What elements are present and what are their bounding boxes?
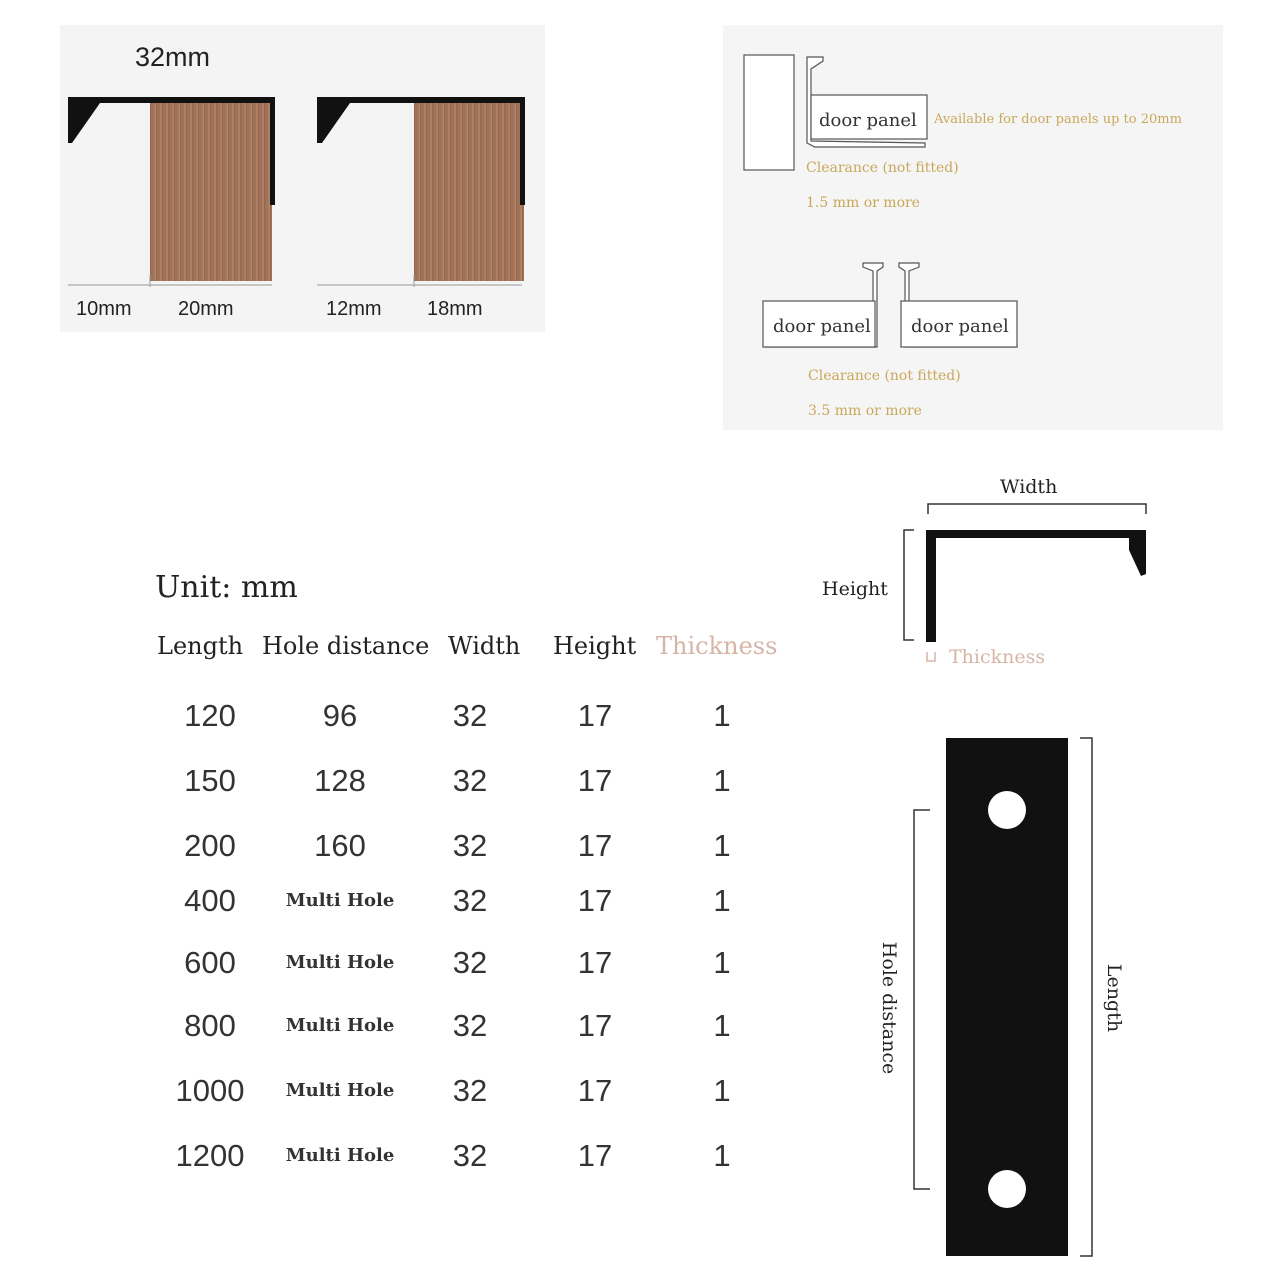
- double-panel-right-label: door panel: [911, 316, 1009, 337]
- length-bracket: [1080, 738, 1092, 1256]
- cell-length: 600: [184, 945, 236, 980]
- profile-size-title: 32mm: [135, 42, 211, 72]
- cell-hole-distance: 128: [314, 763, 366, 798]
- cell-length: 400: [184, 883, 236, 918]
- right-gap-label: 12mm: [326, 298, 382, 320]
- cell-thickness: 1: [713, 945, 731, 980]
- cell-width: 32: [452, 698, 488, 733]
- right-handle-profile: [317, 97, 525, 287]
- cell-width: 32: [452, 763, 488, 798]
- cell-length: 800: [184, 1008, 236, 1043]
- cell-height: 17: [577, 1138, 613, 1173]
- cell-thickness: 1: [713, 763, 731, 798]
- top-hole: [988, 791, 1026, 829]
- height-bracket: [904, 530, 914, 640]
- header-thickness: Thickness: [656, 632, 778, 660]
- single-clearance-value: 1.5 mm or more: [806, 195, 920, 211]
- double-panel-left-label: door panel: [773, 316, 871, 337]
- left-door-label: 20mm: [178, 298, 234, 320]
- cell-length: 150: [184, 763, 236, 798]
- cell-width: 32: [452, 828, 488, 863]
- height-label: Height: [822, 578, 888, 600]
- cell-height: 17: [577, 1008, 613, 1043]
- bottom-hole: [988, 1170, 1026, 1208]
- left-handle-profile: [68, 97, 275, 287]
- hole-distance-label: Hole distance: [878, 941, 900, 1075]
- cell-width: 32: [452, 945, 488, 980]
- cell-thickness: 1: [713, 1073, 731, 1108]
- cell-thickness: 1: [713, 883, 731, 918]
- thickness-label: Thickness: [949, 646, 1046, 668]
- cell-length: 1000: [175, 1073, 245, 1108]
- left-wood-door: [150, 101, 272, 281]
- double-clearance-label: Clearance (not fitted): [808, 368, 961, 384]
- cell-thickness: 1: [713, 698, 731, 733]
- cell-height: 17: [577, 698, 613, 733]
- width-bracket: [928, 504, 1146, 514]
- cell-hole-distance: Multi Hole: [285, 1080, 395, 1101]
- cell-hole-distance: Multi Hole: [285, 890, 395, 911]
- cell-width: 32: [452, 883, 488, 918]
- cell-thickness: 1: [713, 1008, 731, 1043]
- clearance-illustration: [723, 25, 1223, 430]
- cell-hole-distance: Multi Hole: [285, 1145, 395, 1166]
- single-clearance-label: Clearance (not fitted): [806, 160, 959, 176]
- l-profile-shape: [926, 530, 1146, 642]
- left-gap-label: 10mm: [76, 298, 132, 320]
- cell-thickness: 1: [713, 828, 731, 863]
- profile-fit-illustration: [60, 25, 545, 332]
- cell-height: 17: [577, 883, 613, 918]
- right-wood-door: [414, 101, 524, 281]
- cell-thickness: 1: [713, 1138, 731, 1173]
- cell-length: 200: [184, 828, 236, 863]
- thickness-mark: [927, 652, 935, 661]
- double-clearance-value: 3.5 mm or more: [808, 403, 922, 419]
- unit-label: Unit: mm: [155, 570, 298, 605]
- header-hole-distance: Hole distance: [262, 632, 430, 660]
- cell-length: 1200: [175, 1138, 245, 1173]
- hole-distance-bracket: [914, 810, 930, 1189]
- cell-hole-distance: 160: [314, 828, 366, 863]
- right-door-label: 18mm: [427, 298, 483, 320]
- cabinet-side: [744, 55, 794, 170]
- cell-height: 17: [577, 945, 613, 980]
- cell-length: 120: [184, 698, 236, 733]
- cell-width: 32: [452, 1008, 488, 1043]
- single-panel-label: door panel: [819, 110, 917, 131]
- cell-width: 32: [452, 1073, 488, 1108]
- header-height: Height: [553, 632, 637, 660]
- cell-height: 17: [577, 763, 613, 798]
- cell-hole-distance: Multi Hole: [285, 952, 395, 973]
- length-label: Length: [1103, 963, 1125, 1033]
- panel-thickness-note: Available for door panels up to 20mm: [934, 112, 1182, 127]
- width-label: Width: [1000, 476, 1058, 498]
- cell-width: 32: [452, 1138, 488, 1173]
- cell-height: 17: [577, 828, 613, 863]
- header-width: Width: [448, 632, 521, 660]
- cell-hole-distance: 96: [322, 698, 358, 733]
- header-length: Length: [157, 632, 244, 660]
- cell-height: 17: [577, 1073, 613, 1108]
- profile-cross-section: [890, 490, 1170, 670]
- cell-hole-distance: Multi Hole: [285, 1015, 395, 1036]
